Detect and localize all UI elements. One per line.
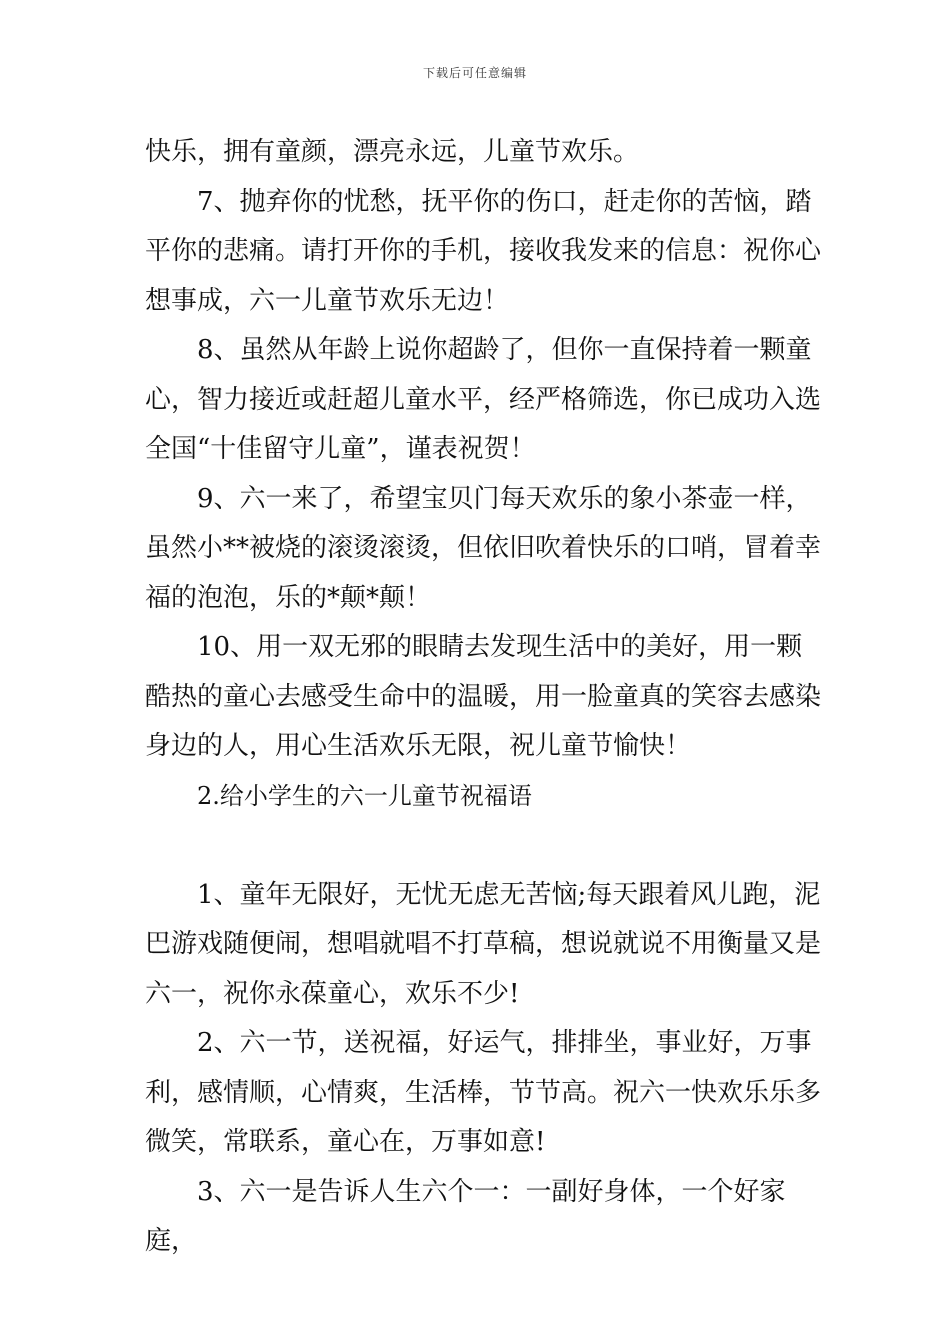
paragraph-continued: 快乐，拥有童颜，漂亮永远，儿童节欢乐。 [145, 137, 640, 167]
paragraph-7: 7、抛弃你的忧愁，抚平你的伤口，赶走你的苦恼，踏平你的悲痛。请打开你的手机，接收我发来的信息：祝你心想事成，六一儿童节欢乐无边！ [145, 186, 822, 316]
paragraph-9: 9、六一来了，希望宝贝门每天欢乐的象小茶壶一样，虽然小**被烧的滚烫滚烫，但依旧吹着快乐的口哨，冒着幸福的泡泡，乐的*颠*颠！ [145, 483, 822, 613]
section-heading: 2.给小学生的六一儿童节祝福语 [197, 781, 532, 810]
paragraph-1: 1、童年无限好，无忧无虑无苦恼;每天跟着风儿跑，泥巴游戏随便闹，想唱就唱不打草稿，想说就说不用衡量又是六一，祝你永葆童心，欢乐不少! [145, 879, 822, 1009]
blank-line [145, 821, 825, 871]
paragraph-2: 2、六一节，送祝福，好运气，排排坐，事业好，万事利，感情顺，心情爽，生活棒，节节高。祝六一快欢乐乐多微笑，常联系，童心在，万事如意! [145, 1028, 822, 1157]
paragraph-3: 3、六一是告诉人生六个一：一副好身体，一个好家庭， [145, 1176, 786, 1256]
page-header: 下载后可任意编辑 [422, 66, 527, 80]
paragraph-10: 10、用一双无邪的眼睛去发现生活中的美好，用一颗酷热的童心去感受生命中的温暖，用一脸童真的笑容去感染身边的人，用心生活欢乐无限，祝儿童节愉快！ [145, 632, 822, 761]
paragraph-8: 8、虽然从年龄上说你超龄了，但你一直保持着一颗童心，智力接近或赶超儿童水平，经严格筛选，你已成功入选全国“十佳留守儿童”，谨表祝贺！ [145, 335, 822, 464]
document-body [145, 128, 825, 1267]
